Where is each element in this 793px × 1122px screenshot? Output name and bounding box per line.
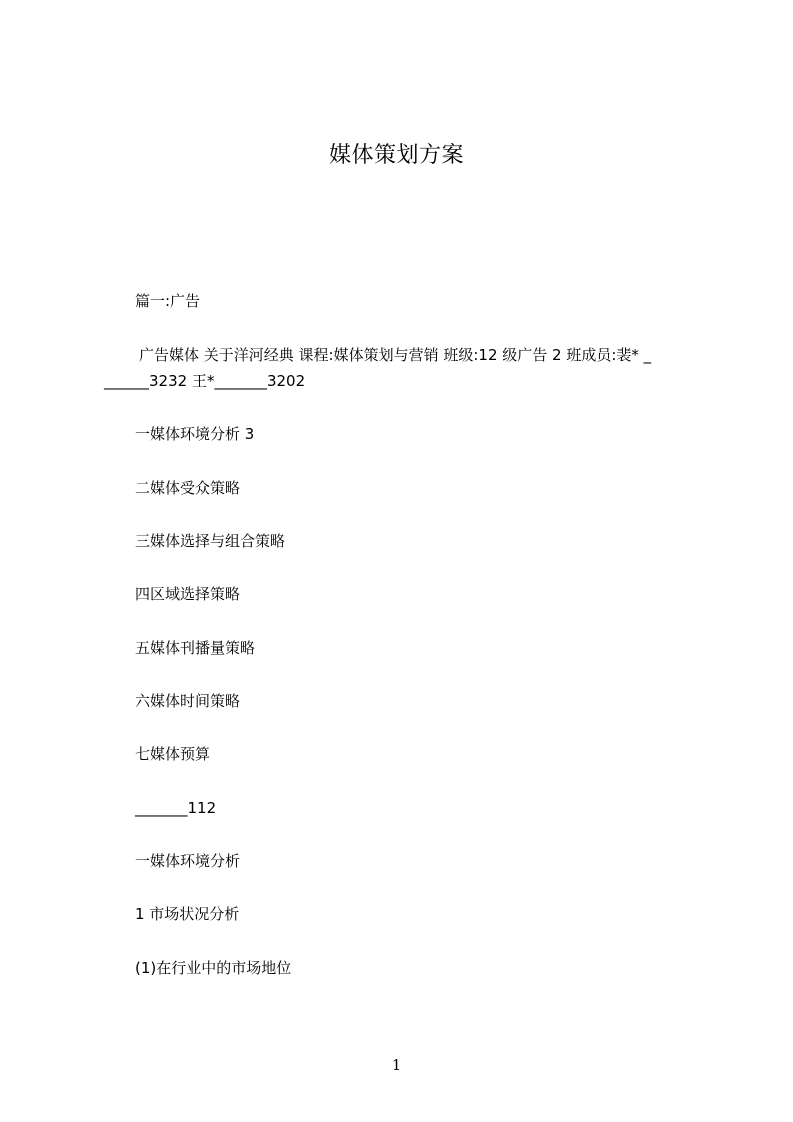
toc-item-1: 一媒体环境分析 3 bbox=[135, 425, 255, 443]
document-title: 媒体策划方案 bbox=[328, 143, 464, 168]
toc-item-7: 七媒体预算 bbox=[135, 745, 211, 763]
page-number: 1 bbox=[391, 1056, 402, 1074]
intro-line-1: 广告媒体 关于洋河经典 课程:媒体策划与营销 班级:12 级广告 2 班成员:裴* _ bbox=[139, 346, 652, 364]
intro-line-2: ______3232 王*_______3202 bbox=[104, 372, 306, 390]
subsection-1: 1 市场状况分析 bbox=[135, 905, 240, 923]
toc-item-5: 五媒体刊播量策略 bbox=[135, 639, 256, 657]
toc-item-3: 三媒体选择与组合策略 bbox=[135, 532, 286, 550]
section-heading: 篇一:广告 bbox=[135, 292, 201, 310]
toc-item-4: 四区域选择策略 bbox=[135, 585, 241, 603]
toc-item-6: 六媒体时间策略 bbox=[135, 692, 241, 710]
toc-item-2: 二媒体受众策略 bbox=[135, 479, 241, 497]
subsubsection-1: (1)在行业中的市场地位 bbox=[135, 959, 292, 977]
page-reference: _______112 bbox=[135, 799, 217, 817]
section-1-title: 一媒体环境分析 bbox=[135, 852, 241, 870]
